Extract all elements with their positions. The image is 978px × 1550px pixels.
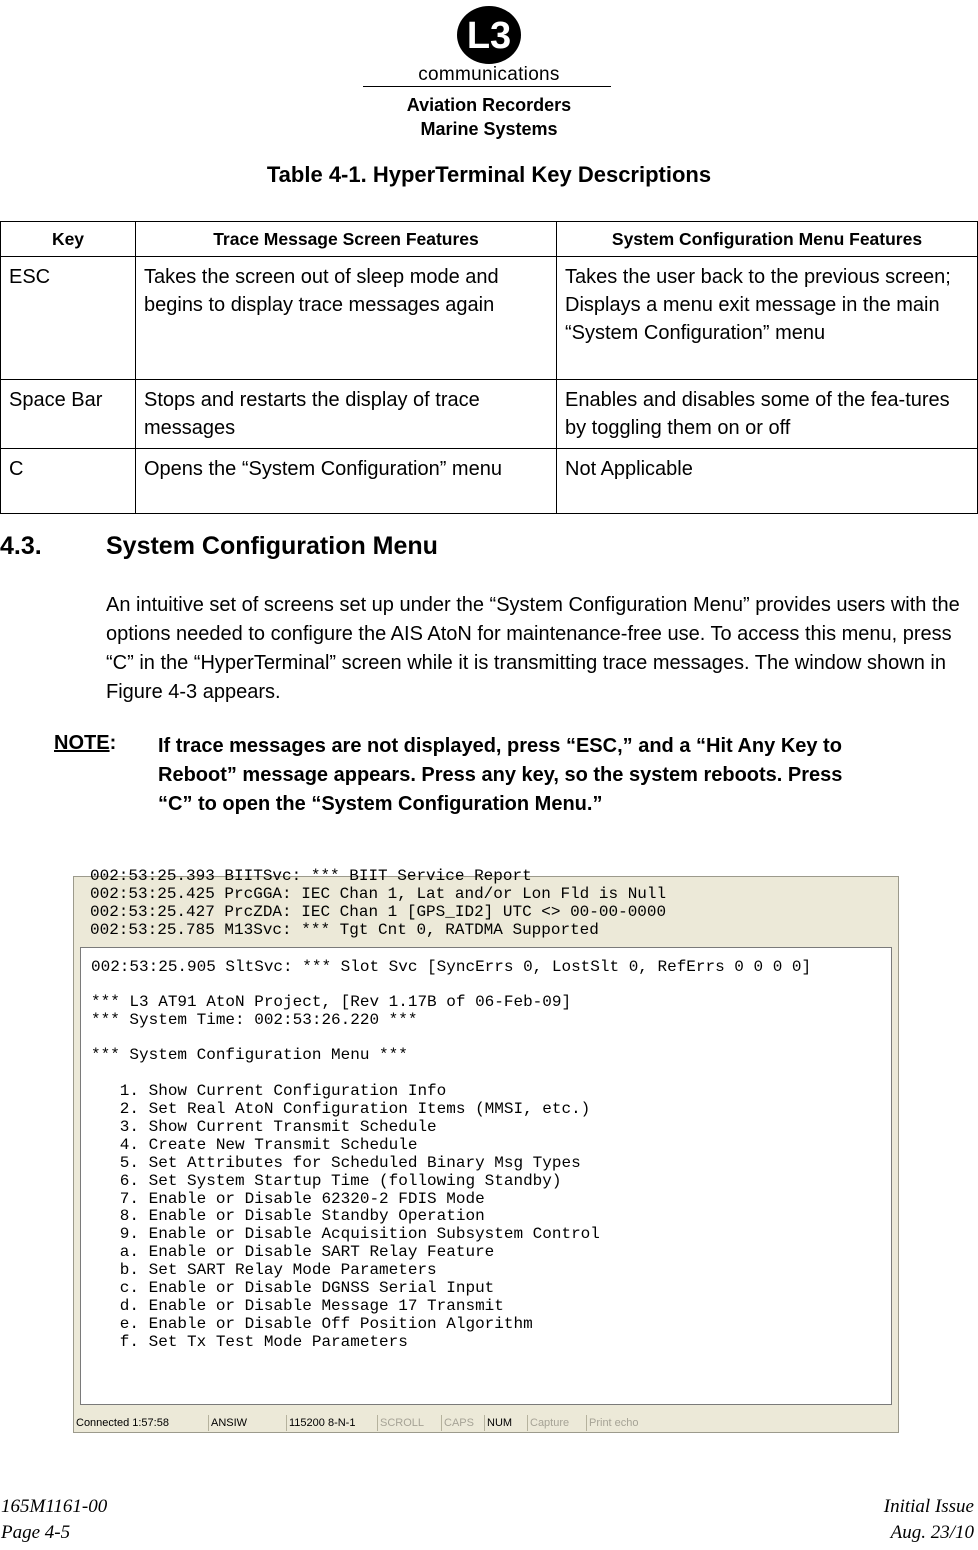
table-cell: Takes the screen out of sleep mode and begins to display trace messages again	[136, 257, 557, 380]
hyperterminal-window	[73, 867, 899, 1433]
doc-number: 165M1161-00	[1, 1496, 108, 1517]
menu-option: d. Enable or Disable Message 17 Transmit	[91, 1297, 504, 1315]
table-cell: Enables and disables some of the fea-tures by toggling them on or off	[557, 380, 978, 449]
table-cell: Takes the user back to the previous screen; Displays a menu exit message in the main “System Configuration” menu	[557, 257, 978, 380]
status-capture: Capture	[527, 1415, 569, 1431]
menu-option: 1. Show Current Configuration Info	[91, 1082, 447, 1100]
terminal-line: *** System Configuration Menu ***	[91, 1046, 408, 1064]
column-header-key: Key	[1, 222, 136, 257]
status-print-echo: Print echo	[586, 1415, 639, 1431]
status-emulation: ANSIW	[208, 1415, 247, 1431]
terminal-line: f. Set Tx Test Mode Parameters	[91, 1333, 408, 1351]
status-caps: CAPS	[441, 1415, 474, 1431]
status-settings: 115200 8-N-1	[286, 1415, 355, 1431]
page-header	[0, 0, 978, 140]
table-cell: Stops and restarts the display of trace messages	[136, 380, 557, 449]
menu-option: a. Enable or Disable SART Relay Feature	[91, 1243, 495, 1261]
footer-left	[1, 1494, 107, 1546]
svg-text:L3: L3	[466, 15, 512, 57]
table-title: Table 4-1. HyperTerminal Key Descriptions	[266, 162, 712, 187]
note-label-colon: :	[109, 732, 117, 754]
menu-option: 5. Set Attributes for Scheduled Binary Msg Types	[91, 1154, 581, 1172]
menu-option: 2. Set Real AtoN Configuration Items (MMSI, etc.)	[91, 1100, 591, 1118]
menu-option: 6. Set System Startup Time (following Standby)	[91, 1172, 562, 1190]
division-line-2: Marine Systems	[420, 119, 558, 139]
table-cell: ESC	[1, 257, 136, 380]
division-line-1: Aviation Recorders	[406, 95, 572, 115]
menu-option: b. Set SART Relay Mode Parameters	[91, 1261, 437, 1279]
column-header-trace: Trace Message Screen Features	[136, 222, 557, 257]
logo-rule	[363, 86, 611, 87]
section-title: System Configuration Menu	[106, 532, 438, 560]
footer-right	[884, 1494, 974, 1546]
table-row	[1, 449, 978, 514]
page-number: Page 4-5	[1, 1522, 71, 1543]
status-num: NUM	[484, 1415, 512, 1431]
issue-label: Initial Issue	[883, 1496, 974, 1517]
trace-line: 002:53:25.785 M13Svc: *** Tgt Cnt 0, RATDMA Supported	[90, 921, 599, 939]
status-connected: Connected 1:57:58	[76, 1417, 169, 1429]
note-label-text: NOTE	[54, 732, 110, 754]
column-header-config: System Configuration Menu Features	[557, 222, 978, 257]
table-cell: Not Applicable	[557, 449, 978, 514]
l3-logo-icon	[455, 4, 523, 66]
table-cell: C	[1, 449, 136, 514]
terminal-line: *** System Time: 002:53:26.220 ***	[91, 1011, 418, 1029]
menu-option: 8. Enable or Disable Standby Operation	[91, 1207, 485, 1225]
menu-option: 7. Enable or Disable 62320-2 FDIS Mode	[91, 1190, 485, 1208]
status-bar	[74, 1413, 898, 1433]
terminal-line: *** L3 AT91 AtoN Project, [Rev 1.17B of 06-Feb-09]	[91, 993, 572, 1011]
trace-output-area[interactable]	[80, 867, 894, 943]
terminal-line: 002:53:25.905 SltSvc: *** Slot Svc [SyncErrs 0, LostSlt 0, RefErrs 0 0 0 0]	[91, 958, 812, 976]
table-header-row	[1, 222, 978, 257]
trace-line: 002:53:25.425 PrcGGA: IEC Chan 1, Lat and/or Lon Fld is Null	[90, 885, 667, 903]
section-number: 4.3.	[0, 532, 42, 560]
issue-date: Aug. 23/10	[890, 1522, 974, 1543]
menu-option: 9. Enable or Disable Acquisition Subsystem Control	[91, 1225, 600, 1243]
section-paragraph: An intuitive set of screens set up under the “System Configuration Menu” provides users with the options needed to configure the AIS AtoN for maintenance-free use. To access this menu, press “C” in the “HyperTerminal” screen while it is transmitting trace messages. The window shown in Figure 4-3 appears.	[106, 594, 960, 703]
logo-wordmark: communications	[418, 64, 560, 85]
trace-line: 002:53:25.393 BIITSvc: *** BIIT Service Report	[90, 867, 532, 885]
table-cell: Space Bar	[1, 380, 136, 449]
terminal-screen[interactable]	[80, 947, 892, 1405]
menu-option: e. Enable or Disable Off Position Algorithm	[91, 1315, 533, 1333]
menu-option: 3. Show Current Transmit Schedule	[91, 1118, 437, 1136]
note-label	[54, 732, 116, 755]
table-row	[1, 380, 978, 449]
menu-option: c. Enable or Disable DGNSS Serial Input	[91, 1279, 495, 1297]
table-row	[1, 257, 978, 380]
table-cell: Opens the “System Configuration” menu	[136, 449, 557, 514]
key-descriptions-table	[0, 221, 978, 514]
menu-option: 4. Create New Transmit Schedule	[91, 1136, 418, 1154]
trace-line: 002:53:25.427 PrcZDA: IEC Chan 1 [GPS_ID2] UTC <> 00-00-0000	[90, 903, 667, 921]
note-text: If trace messages are not displayed, press “ESC,” and a “Hit Any Key to Reboot” message appears. Press any key, so the system reboots. Press “C” to open the “System Configuration Menu.”	[158, 735, 843, 815]
status-scroll: SCROLL	[377, 1415, 424, 1431]
